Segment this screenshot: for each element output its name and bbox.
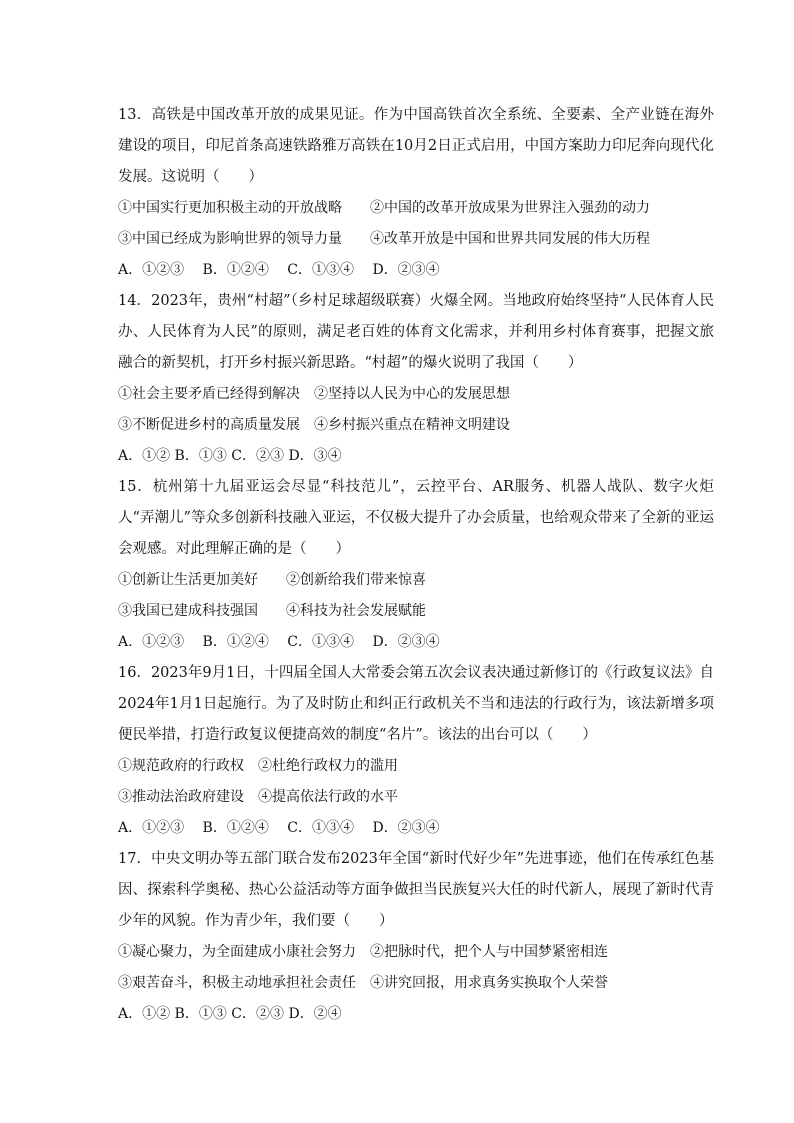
option-line: ③我国已建成科技强国 ④科技为社会发展赋能 [118,603,426,619]
question-16 [118,658,714,844]
question-stem: 13．高铁是中国改革开放的成果见证。作为中国高铁首次全系统、全要素、全产业链在海外建设的项目，印尼首条高速铁路雅万高铁在10月2日正式启用，中国方案助力印尼奔向现代化发展。这说明（ ） [118,107,714,185]
option-line: ①中国实行更加积极主动的开放战略 ②中国的改革开放成果为世界注入强劲的动力 [118,200,650,216]
question-stem: 14．2023年，贵州“村超”（乡村足球超级联赛）火爆全网。当地政府始终坚持“人民体育人民办、人民体育为人民”的原则，满足老百姓的体育文化需求，并利用乡村体育赛事，把握文旅融合的新契机，打开乡村振兴新思路。“村超”的爆火说明了我国（ ） [118,293,714,371]
option-line: ③中国已经成为影响世界的领导力量 ④改革开放是中国和世界共同发展的伟大历程 [118,231,650,247]
option-line: ③不断促进乡村的高质量发展 ④乡村振兴重点在精神文明建设 [118,417,510,433]
option-line: ①社会主要矛盾已经得到解决 ②坚持以人民为中心的发展思想 [118,386,510,402]
answer-choices: A．①②③ B．①②④ C．①③④ D．②③④ [118,262,440,278]
answer-choices: A．①②③ B．①②④ C．①③④ D．②③④ [118,820,440,836]
option-line: ①创新让生活更加美好 ②创新给我们带来惊喜 [118,572,426,588]
question-stem: 15．杭州第十九届亚运会尽显“科技范儿”，云控平台、AR服务、机器人战队、数字火炬人“弄潮儿”等众多创新科技融入亚运，不仅极大提升了办会质量，也给观众带来了全新的亚运会观感。对此理解正确的是（ ） [118,479,714,557]
answer-choices: A．①② B．①③ C．②③ D．②④ [118,1006,342,1022]
question-stem: 17．中央文明办等五部门联合发布2023年全国“新时代好少年”先进事迹，他们在传承红色基因、探索科学奥秘、热心公益活动等方面争做担当民族复兴大任的时代新人，展现了新时代青少年的风貌。作为青少年，我们要（ ） [118,851,714,929]
answer-choices: A．①②③ B．①②④ C．①③④ D．②③④ [118,634,440,650]
option-line: ①规范政府的行政权 ②杜绝行政权力的滥用 [118,758,398,774]
question-15 [118,472,714,658]
question-17 [118,844,714,1030]
question-stem: 16．2023年9月1日，十四届全国人大常委会第五次会议表决通过新修订的《行政复议法》自2024年1月1日起施行。为了及时防止和纠正行政机关不当和违法的行政行为，该法新增多项便民举措，打造行政复议便捷高效的制度“名片”。该法的出台可以（ ） [118,665,714,743]
question-13 [118,100,714,286]
question-14 [118,286,714,472]
option-line: ③艰苦奋斗，积极主动地承担社会责任 ④讲究回报，用求真务实换取个人荣誉 [118,975,608,991]
option-line: ①凝心聚力，为全面建成小康社会努力 ②把脉时代，把个人与中国梦紧密相连 [118,944,608,960]
option-line: ③推动法治政府建设 ④提高依法行政的水平 [118,789,398,805]
answer-choices: A．①② B．①③ C．②③ D．③④ [118,448,342,464]
